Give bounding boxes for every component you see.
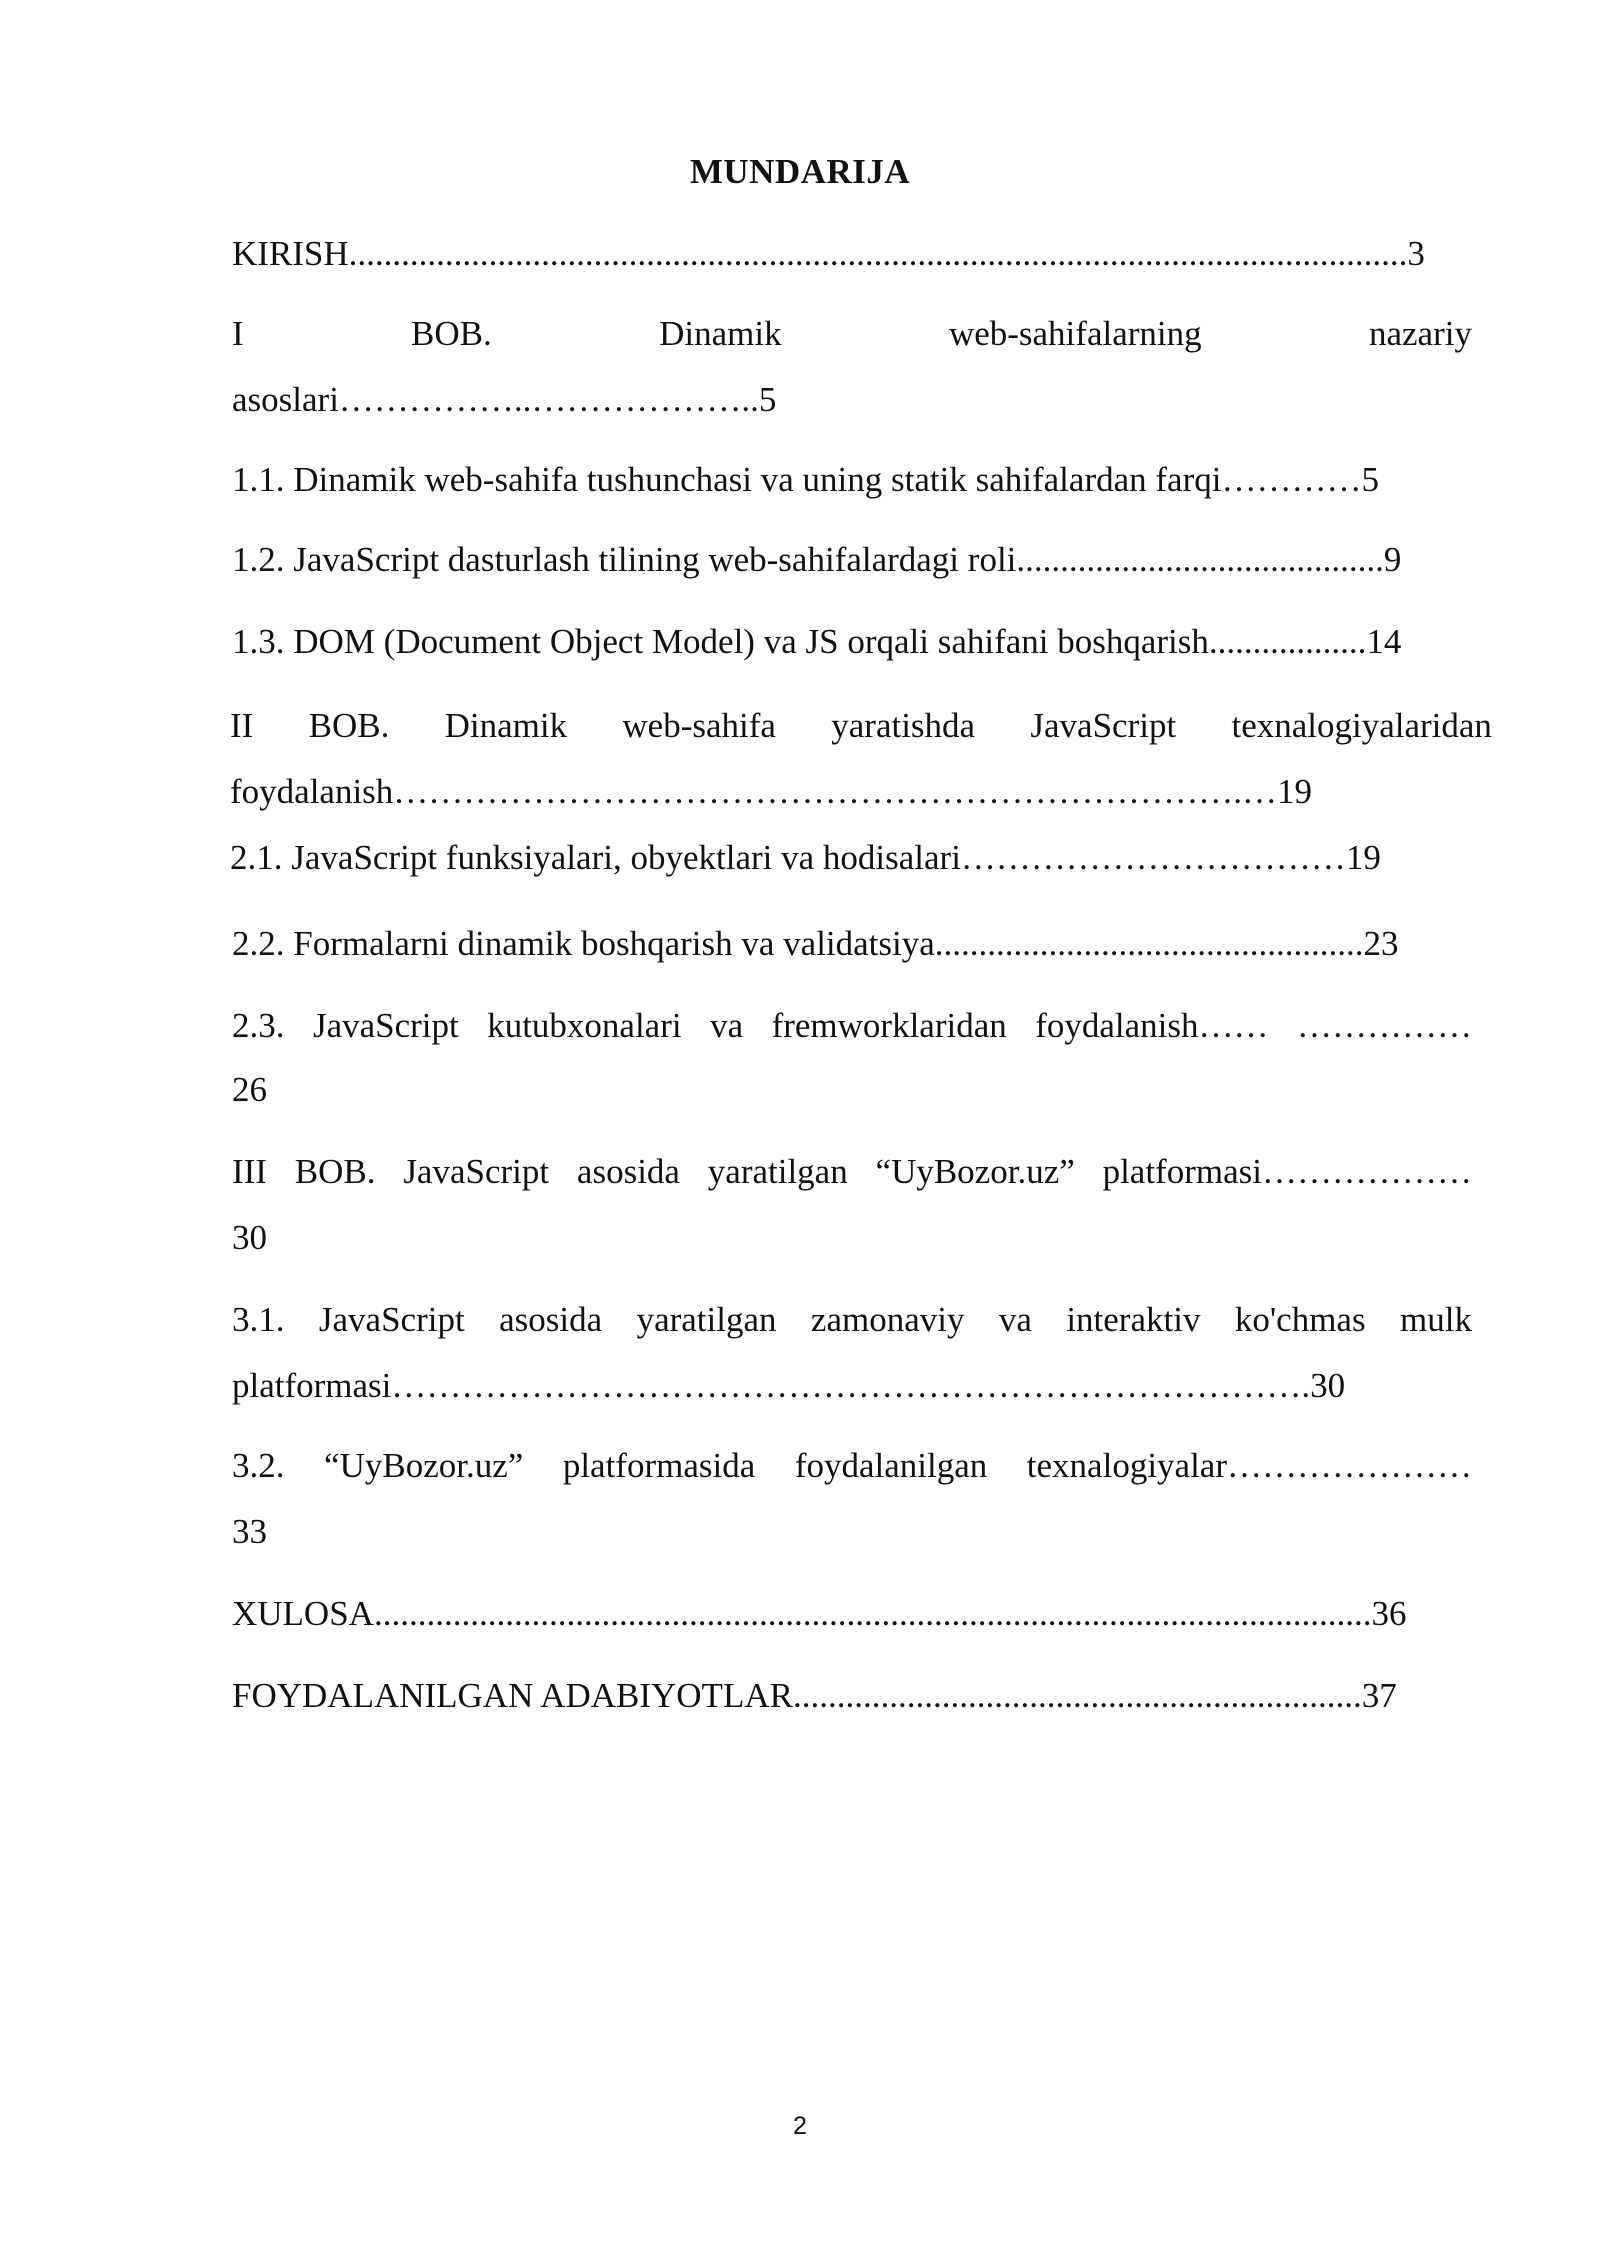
- toc-word: BOB.: [294, 1152, 376, 1191]
- toc-word: asosida: [576, 1152, 680, 1191]
- toc-entry-bob1-line2: asoslari……………..………………..5: [232, 380, 777, 419]
- toc-word: texnalogiyalar…………………: [1026, 1446, 1472, 1485]
- toc-word: II: [230, 706, 254, 745]
- toc-word: kutubxonalari: [487, 1006, 682, 1045]
- toc-word: III: [232, 1152, 267, 1191]
- toc-entry-3-2-line2: 33: [232, 1512, 267, 1551]
- toc-entry-3-1-line2: platformasi…………………………………………………………………….30: [232, 1366, 1346, 1405]
- toc-word: 2.3.: [232, 1006, 285, 1045]
- toc-word: BOB.: [308, 706, 390, 745]
- toc-word: JavaScript: [318, 1300, 465, 1339]
- toc-word: I: [232, 314, 244, 353]
- toc-word: fremworklaridan: [771, 1006, 1007, 1045]
- toc-entry-1-3: 1.3. DOM (Document Object Model) va JS orqali sahifani boshqarish..................14: [232, 622, 1402, 661]
- toc-word: “UyBozor.uz”: [875, 1152, 1075, 1191]
- toc-word: nazariy: [1368, 314, 1472, 353]
- toc-word: zamonaviy: [810, 1300, 965, 1339]
- toc-word: mulk: [1400, 1300, 1472, 1339]
- toc-word: ko'chmas: [1234, 1300, 1366, 1339]
- toc-entry-1-2: 1.2. JavaScript dasturlash tilining web-sahifalardagi roli..........................................9: [232, 540, 1402, 579]
- toc-word: interaktiv: [1066, 1300, 1201, 1339]
- toc-entry-adabiyotlar: FOYDALANILGAN ADABIYOTLAR.................................................................37: [232, 1676, 1397, 1715]
- toc-word: BOB.: [411, 314, 492, 353]
- toc-word: 3.1.: [232, 1300, 285, 1339]
- toc-word: texnalogiyalaridan: [1231, 706, 1492, 745]
- toc-entry-kirish: KIRISH.........................................................................................................................3: [232, 234, 1425, 273]
- toc-entry-bob2-line2: foydalanish……………………………………………………………….…19: [230, 772, 1313, 811]
- toc-word: yaratilgan: [707, 1152, 848, 1191]
- toc-word: foydalanilgan: [794, 1446, 988, 1485]
- toc-entry-bob2-line1: [230, 706, 1492, 746]
- toc-word: JavaScript: [312, 1006, 459, 1045]
- toc-word: yaratishda: [831, 706, 976, 745]
- toc-entry-3-1-line1: [232, 1300, 1472, 1340]
- toc-entry-xulosa: XULOSA..................................................................................................................36: [232, 1594, 1407, 1633]
- toc-word: asosida: [499, 1300, 603, 1339]
- toc-word: va: [998, 1300, 1032, 1339]
- page-number: 2: [793, 2112, 807, 2140]
- toc-title: MUNDARIJA: [689, 152, 911, 191]
- toc-entry-bob3-line2: 30: [232, 1218, 267, 1257]
- toc-entry-2-1: 2.1. JavaScript funksiyalari, obyektlari va hodisalari……………………………19: [230, 838, 1381, 877]
- toc-word: JavaScript: [403, 1152, 550, 1191]
- toc-word: platformasi………………: [1102, 1152, 1472, 1191]
- toc-word: ……………: [1296, 1006, 1472, 1045]
- toc-word: yaratilgan: [636, 1300, 777, 1339]
- toc-word: Dinamik: [659, 314, 782, 353]
- toc-entry-3-2-line1: [232, 1446, 1472, 1486]
- toc-entry-2-3-line1: [232, 1006, 1472, 1046]
- toc-entry-2-3-line2: 26: [232, 1070, 267, 1109]
- toc-word: va: [710, 1006, 744, 1045]
- toc-word: web-sahifalarning: [948, 314, 1202, 353]
- toc-entry-2-2: 2.2. Formalarni dinamik boshqarish va validatsiya.................................................23: [232, 924, 1399, 963]
- toc-entry-bob1-line1: [232, 314, 1472, 354]
- toc-word: foydalanish……: [1035, 1006, 1269, 1045]
- toc-word: JavaScript: [1030, 706, 1177, 745]
- toc-word: web-sahifa: [622, 706, 776, 745]
- toc-word: 3.2.: [232, 1446, 285, 1485]
- toc-word: platformasida: [562, 1446, 756, 1485]
- toc-word: Dinamik: [444, 706, 568, 745]
- toc-entry-1-1: 1.1. Dinamik web-sahifa tushunchasi va uning statik sahifalardan farqi…………5: [232, 460, 1379, 499]
- toc-entry-bob3-line1: [232, 1152, 1472, 1192]
- toc-word: “UyBozor.uz”: [324, 1446, 524, 1485]
